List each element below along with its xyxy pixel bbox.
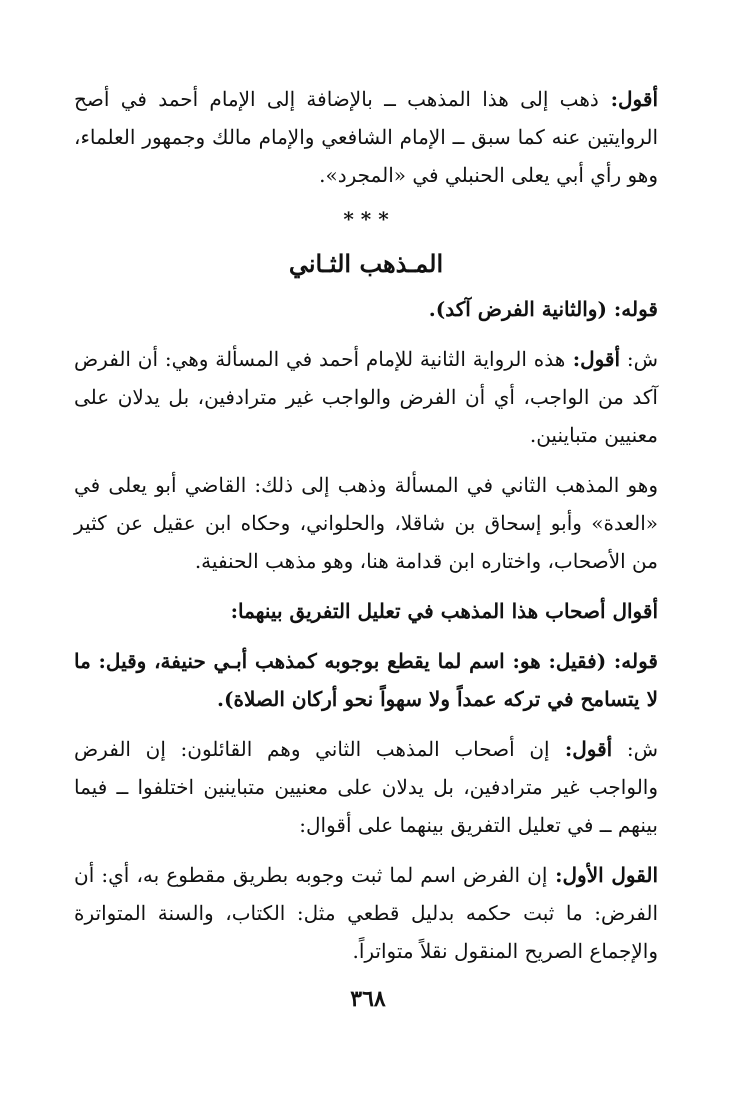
section-heading: المـذهب الثـاني [288, 249, 444, 278]
page-number: ٣٦٨ [350, 986, 386, 1012]
paragraph-text: هذه الرواية الثانية للإمام أحمد في المسألة وهي: أن الفرض آكد من الواجب، أي أن الفرض والواجب غير مترادفين، بل يدلان على معنيين متباينين. [74, 347, 658, 447]
section-separator: * * * [343, 207, 389, 231]
paragraph-1 [74, 80, 658, 194]
paragraph-3 [74, 340, 658, 454]
subheading-paragraph-5: أقوال أصحاب هذا المذهب في تعليل التفريق بينهما: [230, 599, 658, 623]
paragraph-7 [74, 730, 658, 844]
paragraph-bold-text: إن الفرض اسم لما ثبت وجوبه بطريق مقطوع به، أي: [101, 863, 548, 887]
paragraph-4: وهو المذهب الثاني في المسألة وذهب إلى ذلك: القاضي أبو يعلى في «العدة» وأبو إسحاق بن شاقلا، والحلواني، وحكاه ابن عقيل عن كثير من الأصحاب، واختاره ابن قدامة هنا، وهو مذهب الحنفية. [74, 473, 658, 573]
paragraph-8 [74, 856, 658, 970]
paragraph-label: أقول: [598, 87, 659, 111]
paragraph-prefix: ش: [612, 737, 659, 761]
paragraph-text: إن أصحاب المذهب الثاني وهم القائلون: إن الفرض والواجب غير مترادفين، بل يدلان على معنيين متباينين اختلفوا ــ فيما بينهم ــ في تعليل التفريق بينهما على أقوال: [74, 737, 658, 837]
paragraph-prefix: ش: [620, 347, 659, 371]
quote-paragraph-2: قوله: (والثانية الفرض آكد). [428, 297, 658, 321]
paragraph-label: القول الأول: [547, 863, 659, 887]
quote-paragraph-6: قوله: (فقيل: هو: اسم لما يقطع بوجوبه كمذهب أبـي حنيفة، وقيل: ما لا يتسامح في تركه عمداً ولا سهواً نحو أركان الصلاة). [74, 649, 658, 711]
page-body [74, 80, 658, 982]
paragraph-text: ذهب إلى هذا المذهب ــ بالإضافة إلى الإمام أحمد في أصح الروايتين عنه كما سبق ــ الإمام الشافعي والإمام مالك وجمهور العلماء، وهو رأي أبي يعلى الحنبلي في «المجرد». [74, 87, 658, 187]
paragraph-text: أن الفرض: ما ثبت حكمه بدليل قطعي مثل: الكتاب، والسنة المتواترة والإجماع الصريح المنقول نقلاً متواتراً. [74, 863, 658, 963]
paragraph-label: أقول: [549, 737, 613, 761]
paragraph-label: أقول: [565, 347, 621, 371]
